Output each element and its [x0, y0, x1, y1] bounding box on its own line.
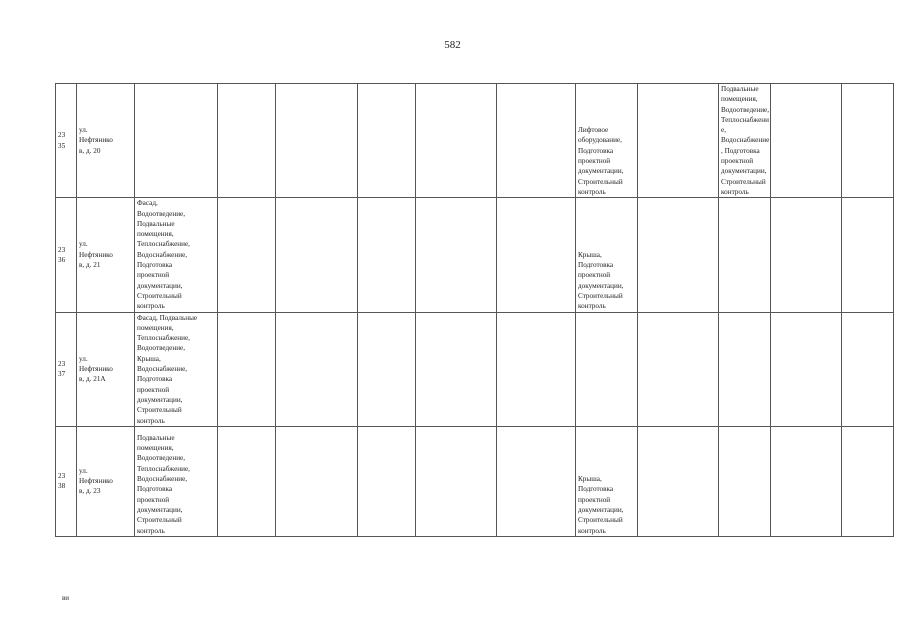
works-cell — [719, 312, 771, 426]
works-cell — [135, 84, 218, 198]
empty-cell — [842, 198, 894, 312]
empty-cell — [497, 426, 576, 536]
works-table — [55, 83, 894, 537]
works-cell: Подвальные помещения, Водоотведение, Теплоснабжени е, Водоснабжение , Подготовка проектной документации, Строительный контроль — [719, 84, 771, 198]
works-cell — [576, 312, 638, 426]
empty-cell — [358, 312, 416, 426]
table-row — [56, 312, 894, 426]
empty-cell — [497, 198, 576, 312]
empty-cell — [638, 312, 719, 426]
address-cell: ул. Нефтянико в, д. 20 — [77, 84, 135, 198]
empty-cell — [638, 198, 719, 312]
empty-cell — [771, 426, 842, 536]
empty-cell — [416, 84, 497, 198]
empty-cell — [771, 312, 842, 426]
empty-cell — [218, 84, 276, 198]
table-row — [56, 426, 894, 536]
empty-cell — [497, 84, 576, 198]
row-number: 23 38 — [56, 426, 77, 536]
address-cell: ул. Нефтянико в, д. 21 — [77, 198, 135, 312]
empty-cell — [842, 426, 894, 536]
works-cell: Крыша, Подготовка проектной документации, Строительный контроль — [576, 198, 638, 312]
table-row — [56, 84, 894, 198]
empty-cell — [638, 426, 719, 536]
empty-cell — [218, 312, 276, 426]
empty-cell — [276, 84, 358, 198]
row-number: 23 35 — [56, 84, 77, 198]
empty-cell — [218, 198, 276, 312]
empty-cell — [416, 198, 497, 312]
empty-cell — [358, 84, 416, 198]
empty-cell — [416, 312, 497, 426]
row-number: 23 36 — [56, 198, 77, 312]
page-number: 582 — [444, 39, 461, 51]
empty-cell — [276, 198, 358, 312]
empty-cell — [276, 312, 358, 426]
empty-cell — [358, 198, 416, 312]
empty-cell — [416, 426, 497, 536]
works-cell: Фасад, Подвальные помещения, Теплоснабжение, Водоотведение, Крыша, Водоснабжение, Подготовка проектной документации, Строительный контроль — [135, 312, 218, 426]
empty-cell — [638, 84, 719, 198]
empty-cell — [842, 84, 894, 198]
footer-mark: ви — [62, 594, 70, 602]
works-cell — [719, 426, 771, 536]
table-row — [56, 198, 894, 312]
empty-cell — [276, 426, 358, 536]
empty-cell — [771, 84, 842, 198]
row-number: 23 37 — [56, 312, 77, 426]
empty-cell — [842, 312, 894, 426]
works-cell: Подвальные помещения, Водоотведение, Теплоснабжение, Водоснабжение, Подготовка проектной документации, Строительный контроль — [135, 426, 218, 536]
address-cell: ул. Нефтянико в, д. 23 — [77, 426, 135, 536]
works-cell: Фасад, Водоотведение, Подвальные помещения, Теплоснабжение, Водоснабжение, Подготовка проектной документации, Строительный контроль — [135, 198, 218, 312]
empty-cell — [218, 426, 276, 536]
works-cell: Крыша, Подготовка проектной документации, Строительный контроль — [576, 426, 638, 536]
empty-cell — [771, 198, 842, 312]
works-cell: Лифтовое оборудование, Подготовка проектной документации, Строительный контроль — [576, 84, 638, 198]
works-cell — [719, 198, 771, 312]
empty-cell — [358, 426, 416, 536]
address-cell: ул. Нефтянико в, д. 21А — [77, 312, 135, 426]
empty-cell — [497, 312, 576, 426]
